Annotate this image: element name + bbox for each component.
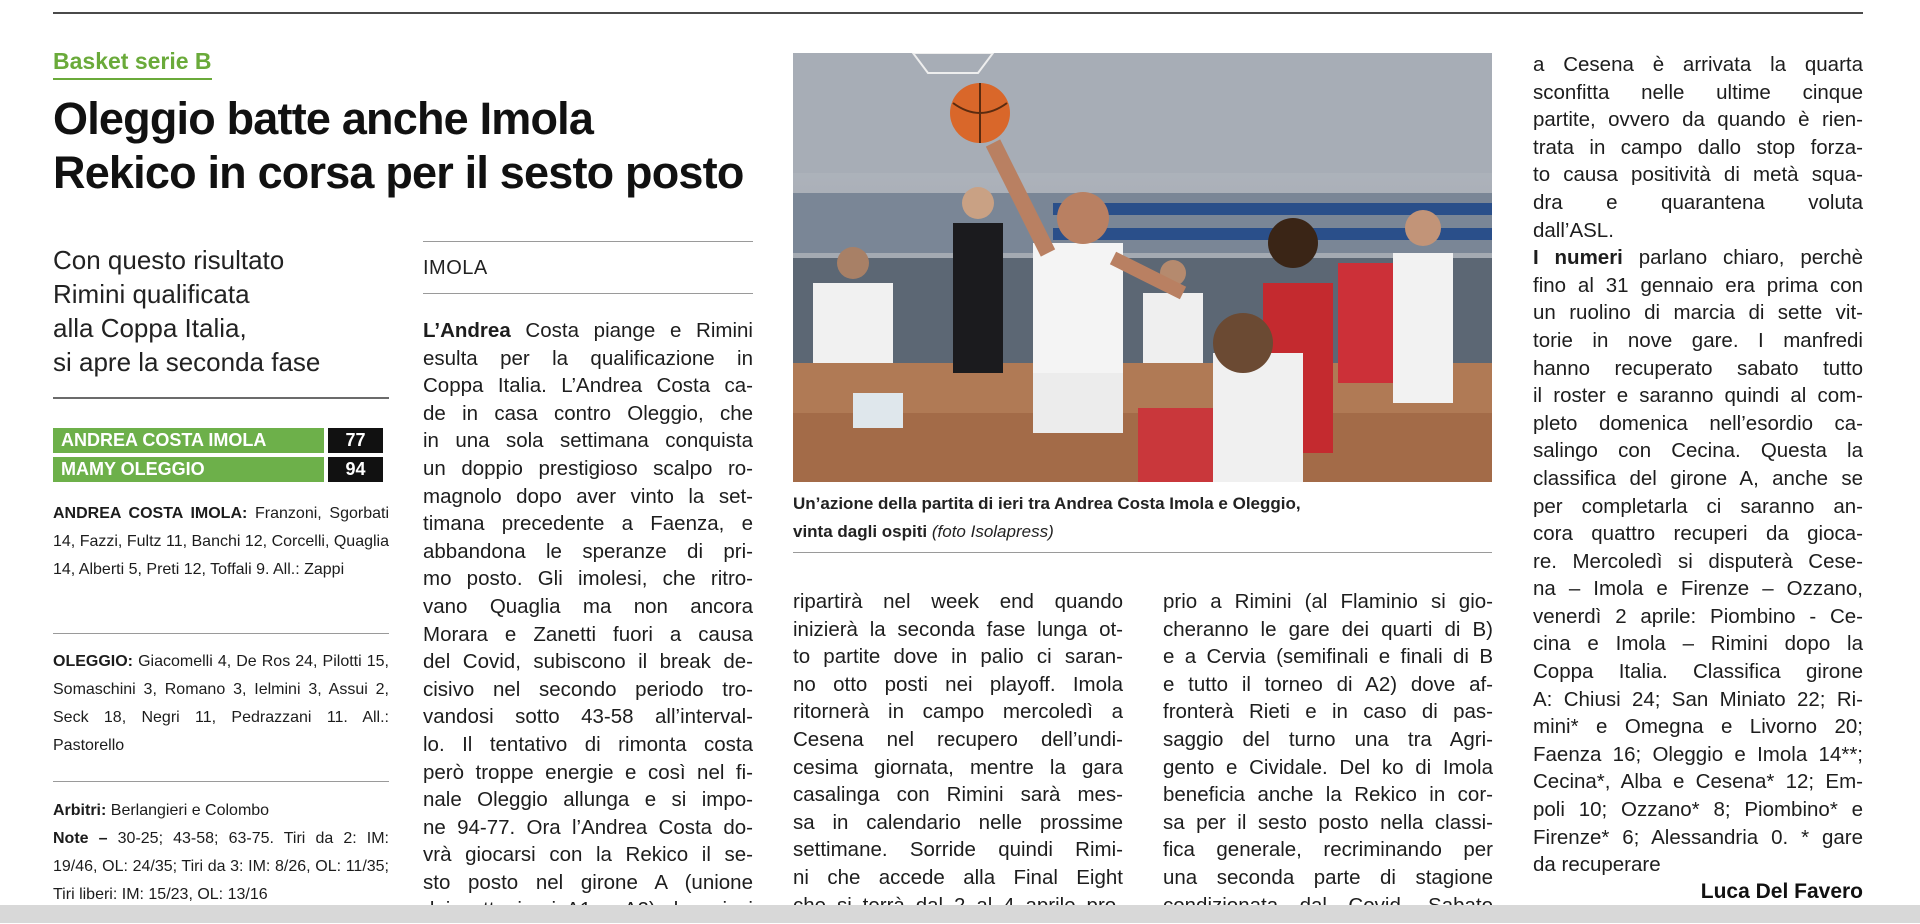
body-text: fica generale, recriminando per <box>1163 838 1493 862</box>
body-text: del Covid, subiscono il break de- <box>423 650 753 674</box>
notes-label: Note – <box>53 830 108 847</box>
referees <box>53 797 389 825</box>
body-text: magnolo dopo aver vinto la set- <box>423 484 753 508</box>
top-rule <box>53 12 1863 14</box>
body-line: trata in campo dallo stop forza- <box>1533 135 1863 159</box>
body-text: lo. Il tentativo di rimonta costa <box>423 732 753 756</box>
body-line <box>1533 382 1863 410</box>
subhead-line: Rimini qualificata <box>53 279 250 309</box>
body-line <box>1533 630 1863 658</box>
body-line <box>1533 493 1863 521</box>
lineup-imola <box>53 500 389 584</box>
body-text: e a Cervia (semifinali e finali di B <box>1163 645 1493 669</box>
body-line <box>423 814 753 842</box>
score-row-oleggio <box>53 457 383 482</box>
body-text: e tutto il torneo di A2) dove af- <box>1163 672 1493 696</box>
lead-in: I numeri <box>1533 246 1623 270</box>
body-text: cisivo nel secondo periodo tro- <box>423 677 753 701</box>
body-text: mini* e Omegna e Livorno 20; <box>1533 715 1863 739</box>
caption-line-2: vinta dagli ospiti (foto Isolapress) <box>793 522 1054 541</box>
body-text: cora quattro recuperi da gioca- <box>1533 522 1863 546</box>
body-text: Coppa Italia. L’Andrea Costa ca- <box>423 374 753 398</box>
body-text: casalinga con Rimini sarà mes- <box>793 783 1123 807</box>
body-line: partite, ovvero da quando è rien- <box>1533 108 1863 132</box>
body-line <box>423 345 753 373</box>
subheadline <box>53 243 393 379</box>
body-text: sa per il sesto posto nella classi- <box>1163 810 1493 834</box>
body-line <box>1533 327 1863 355</box>
body-text: ritornerà in campo mercoledì a <box>793 700 1123 724</box>
body-text: sa in calendario nelle prossime <box>793 810 1123 834</box>
body-line <box>423 483 753 511</box>
body-text: Costa piange e Rimini <box>510 319 753 342</box>
body-text: ripartirà nel week end quando <box>793 590 1123 613</box>
body-text: salingo con Cecina. Questa la <box>1533 439 1863 463</box>
body-text: gento e Cividale. Del ko di Imola <box>1163 755 1493 779</box>
body-text: saggio del turno una tra Agri- <box>1163 727 1493 751</box>
body-line <box>423 869 753 897</box>
body-line <box>793 836 1123 864</box>
body-line <box>793 864 1123 892</box>
body-text: mo posto. Gli imolesi, che ritro- <box>423 567 753 591</box>
body-text: una seconda parte di stagione <box>1163 865 1493 889</box>
body-text: un ruolino di marcia di sette vit- <box>1533 301 1863 325</box>
score-row-imola <box>53 428 383 453</box>
author-byline: Luca Del Favero <box>1700 880 1863 903</box>
body-line <box>1163 726 1493 754</box>
body-line <box>1163 671 1493 699</box>
dateline: IMOLA <box>423 257 488 279</box>
body-line <box>793 781 1123 809</box>
body-text: A: Chiusi 24; San Miniato 22; Ri- <box>1533 687 1863 711</box>
body-text: poli 10; Ozzano* 8; Piombino* e <box>1533 798 1863 822</box>
body-text: re. Mercoledì si disputerà Cese- <box>1533 549 1863 573</box>
body-line <box>1533 548 1863 576</box>
body-line <box>1533 575 1863 603</box>
body-text: settimane. Sorride quindi Rimi- <box>793 838 1123 862</box>
body-line <box>1533 465 1863 493</box>
body-text: to partite dove in palio ci saran- <box>793 645 1123 669</box>
body-line <box>423 538 753 566</box>
body-text: Cecina*, Alba e Cesena* 12; Em- <box>1533 770 1863 794</box>
score-team: MAMY OLEGGIO <box>53 457 324 482</box>
body-line <box>1533 713 1863 741</box>
body-line <box>793 643 1123 671</box>
body-line <box>1163 864 1493 892</box>
lead-in: L’Andrea <box>423 319 511 342</box>
body-line <box>793 616 1123 644</box>
body-text: in una sola settimana conquista <box>423 429 753 453</box>
divider <box>793 552 1492 553</box>
body-text: venerdì 2 aprile: Piombino - Ce- <box>1533 604 1863 628</box>
divider <box>53 397 389 399</box>
body-line <box>793 671 1123 699</box>
body-text: vrà giocarsi con la Rekico il se- <box>423 843 753 867</box>
body-line <box>1163 643 1493 671</box>
notes-text: 30-25; 43-58; 63-75. Tiri da 2: IM: 19/46, OL: 24/35; Tiri da 3: IM: 8/26, OL: 11/35; Tiri liberi: IM: 15/23, OL: 13/16 <box>53 830 389 903</box>
headline-line-1: Oleggio batte anche Imola <box>53 93 594 144</box>
divider <box>53 633 389 634</box>
body-line: dra e quarantena voluta <box>1533 190 1863 214</box>
score-points: 94 <box>328 457 383 482</box>
body-text: hanno recuperato sabato tutto <box>1533 356 1863 380</box>
page-edge-shadow <box>0 905 1920 923</box>
body-line <box>793 726 1123 754</box>
body-line <box>1533 658 1863 686</box>
photo-credit: (foto Isolapress) <box>931 522 1054 541</box>
body-line <box>1533 437 1863 465</box>
score-points: 77 <box>328 428 383 453</box>
subhead-line: alla Coppa Italia, <box>53 313 247 343</box>
body-text: Coppa Italia. Classifica girone <box>1533 660 1863 684</box>
body-line <box>1163 698 1493 726</box>
body-text: prio a Rimini (al Flaminio si gio- <box>1163 590 1493 613</box>
body-text: no otto posti nei playoff. Imola <box>793 672 1123 696</box>
divider <box>423 293 753 294</box>
article-photo <box>793 53 1492 482</box>
body-text: un doppio prestigioso scalpo ro- <box>423 456 753 480</box>
body-line <box>423 317 753 345</box>
body-text: vandosi sotto 43-58 all’interval- <box>423 705 753 729</box>
subhead-line: si apre la seconda fase <box>53 347 321 377</box>
body-line <box>423 400 753 428</box>
body-text: na – Imola e Firenze – Ozzano, <box>1533 577 1863 601</box>
body-text: esulta per la qualificazione in <box>423 346 753 370</box>
body-text: il roster e saranno quindi al com- <box>1533 384 1863 408</box>
body-line <box>1533 244 1863 272</box>
score-team: ANDREA COSTA IMOLA <box>53 428 324 453</box>
body-text: pleto domenica nell’esordio ca- <box>1533 411 1863 435</box>
body-line <box>1163 754 1493 782</box>
body-line: to causa positività di metà squa- <box>1533 163 1863 187</box>
body-text: Cesena nel recupero dell’undi- <box>793 727 1123 751</box>
body-line: dall’ASL. <box>1533 218 1614 242</box>
body-line <box>1533 741 1863 769</box>
body-text: vano Quaglia ma non ancora <box>423 594 753 618</box>
lineup-text: Franzoni, Sgorbati 14, Fazzi, Fultz 11, Banchi 12, Corcelli, Quaglia 14, Alberti 5, Preti 12, Toffali 9. All.: Zappi <box>53 505 389 578</box>
body-text: timana precedente a Faenza, e <box>423 512 753 536</box>
body-text: cesima giornata, mentre la gara <box>793 755 1123 779</box>
body-text: torie in nove gare. I manfredi <box>1533 328 1863 352</box>
body-line <box>1163 809 1493 837</box>
section-kicker: Basket serie B <box>53 48 212 80</box>
lineup-label: OLEGGIO: <box>53 653 133 670</box>
body-text: Faenza 16; Oleggio e Imola 14**; <box>1533 742 1863 766</box>
body-line <box>1533 520 1863 548</box>
body-text: Morara e Zanetti fuori a causa <box>423 622 753 646</box>
body-text: fronterà Rieti e in caso di pas- <box>1163 700 1493 724</box>
body-text: ne 94-77. Ora l’Andrea Costa do- <box>423 815 753 839</box>
body-line <box>793 588 1123 616</box>
article-column-2 <box>793 588 1123 919</box>
body-line <box>423 786 753 814</box>
body-line <box>423 759 753 787</box>
headline-line-2: Rekico in corsa per il sesto posto <box>53 147 744 198</box>
body-line <box>423 676 753 704</box>
referees-text: Berlangieri e Colombo <box>106 802 270 819</box>
article-column-1 <box>423 317 753 924</box>
body-text: de in casa contro Oleggio, che <box>423 401 753 425</box>
body-line <box>1533 603 1863 631</box>
basketball-action-photo <box>793 53 1492 482</box>
body-text: abbandona le speranze di pri- <box>423 539 753 563</box>
body-line <box>1163 616 1493 644</box>
body-line <box>1533 272 1863 300</box>
body-line <box>1533 851 1863 879</box>
referees-label: Arbitri: <box>53 802 107 819</box>
body-line <box>423 427 753 455</box>
body-line <box>1533 824 1863 852</box>
headline <box>53 92 773 200</box>
article-column-3 <box>1163 588 1493 919</box>
body-text: beneficia anche la Rekico in cor- <box>1163 783 1493 807</box>
body-line <box>1533 299 1863 327</box>
body-line: sconfitta nelle ultime cinque <box>1533 80 1863 104</box>
body-text: classifica del girone A, anche se <box>1533 466 1863 490</box>
body-line <box>423 510 753 538</box>
body-text: cina e Imola – Rimini dopo la <box>1533 632 1863 656</box>
photo-caption <box>793 490 1493 546</box>
game-notes <box>53 825 389 909</box>
body-line <box>1163 836 1493 864</box>
body-line <box>1163 588 1493 616</box>
body-line <box>793 754 1123 782</box>
body-line <box>1533 410 1863 438</box>
body-line <box>423 731 753 759</box>
body-line <box>423 565 753 593</box>
body-text: cheranno le gare dei quarti di B) <box>1163 617 1493 641</box>
body-line <box>423 372 753 400</box>
body-text: parlano chiaro, perchè <box>1622 246 1863 270</box>
body-text: nale Oleggio allunga e si impo- <box>423 788 753 812</box>
body-line <box>423 648 753 676</box>
body-line <box>1533 768 1863 796</box>
body-line <box>423 593 753 621</box>
body-text: da recuperare <box>1533 853 1661 877</box>
divider <box>53 781 389 782</box>
body-text: ni che accede alla Final Eight <box>793 865 1123 889</box>
caption-line-1: Un’azione della partita di ieri tra Andrea Costa Imola e Oleggio, <box>793 494 1301 513</box>
body-line <box>423 703 753 731</box>
body-line <box>793 698 1123 726</box>
body-line <box>1533 686 1863 714</box>
body-line: a Cesena è arrivata la quarta <box>1533 53 1863 76</box>
body-line <box>793 809 1123 837</box>
body-text: fino al 31 gennaio era prima con <box>1533 273 1863 297</box>
body-text: però troppe energie e così nel fi- <box>423 760 753 784</box>
body-line <box>423 841 753 869</box>
lineup-text: Giacomelli 4, De Ros 24, Pilotti 15, Somaschini 3, Romano 3, Ielmini 3, Assui 2, Seck 18, Negri 11, Pedrazzani 11. All.: Pastorello <box>53 653 389 754</box>
body-line <box>1533 796 1863 824</box>
divider <box>423 241 753 242</box>
body-line <box>423 621 753 649</box>
body-line <box>1163 781 1493 809</box>
lineup-oleggio <box>53 648 389 760</box>
lineup-label: ANDREA COSTA IMOLA: <box>53 505 248 522</box>
subhead-line: Con questo risultato <box>53 245 285 275</box>
body-line <box>423 455 753 483</box>
body-line <box>1533 355 1863 383</box>
body-text: inizierà la seconda fase lunga ot- <box>793 617 1123 641</box>
body-text: per completarla ci saranno an- <box>1533 494 1863 518</box>
article-column-4 <box>1533 51 1863 879</box>
body-text: sto posto nel girone A (unione <box>423 870 753 894</box>
body-text: Firenze* 6; Alessandria 0. * gare <box>1533 825 1863 849</box>
